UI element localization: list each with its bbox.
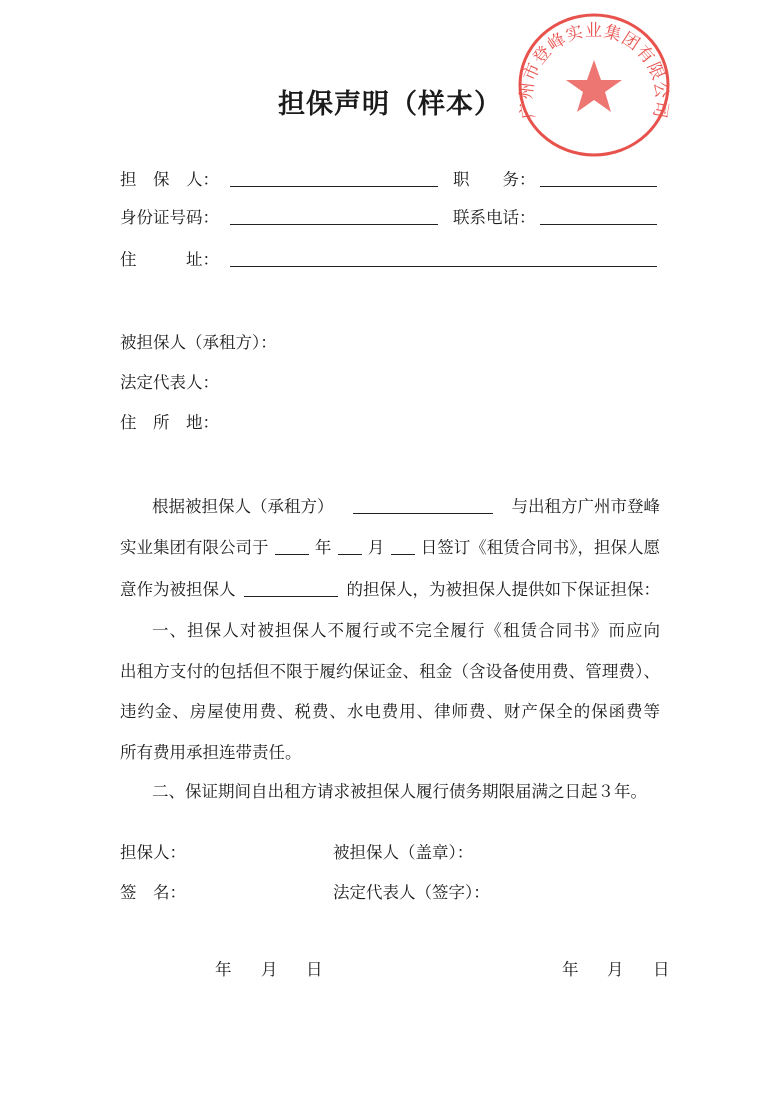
date-left-month: 月 — [261, 960, 278, 979]
clause-1-line: 所有费用承担连带责任。 — [120, 743, 302, 762]
day-blank — [391, 538, 415, 555]
clause-1-line: 出租方支付的包括但不限于履约保证金、租金（含设备使用费、管理费）、 — [120, 662, 660, 681]
id-number-blank — [230, 224, 438, 225]
phone-label: 联系电话： — [453, 208, 536, 227]
guarantor-name-blank — [230, 186, 438, 187]
body-line-2 — [120, 538, 660, 558]
body-text: 日签订《租赁合同书》，担保人愿 — [420, 538, 660, 557]
address-label: 住 址： — [120, 250, 219, 269]
body-line-3 — [120, 580, 660, 600]
legal-representative-label: 法定代表人： — [120, 373, 219, 392]
id-number-label: 身份证号码： — [120, 208, 219, 227]
domicile-label: 住 所 地： — [120, 413, 219, 432]
position-blank — [540, 186, 657, 187]
date-right-day: 日 — [653, 960, 670, 979]
document-title: 担保声明（样本） — [278, 89, 502, 120]
date-right-year: 年 — [562, 960, 579, 979]
guarantor-signature-label: 担保人： — [120, 843, 186, 862]
date-left-day: 日 — [306, 960, 323, 979]
date-left-year: 年 — [215, 960, 232, 979]
date-right-month: 月 — [607, 960, 624, 979]
lessee-blank — [353, 497, 493, 514]
seal-text: 广州市登峰实业集团有限公司 — [516, 21, 672, 121]
guarantor-name-label: 担 保 人： — [120, 170, 219, 189]
body-line-1 — [152, 497, 660, 517]
body-text: 实业集团有限公司于 — [120, 538, 269, 557]
sign-label: 签 名： — [120, 883, 186, 902]
guaranteed-seal-label: 被担保人（盖章）： — [333, 843, 474, 862]
clause-1-line: 一、担保人对被担保人不履行或不完全履行《租赁合同书》而应向 — [152, 621, 660, 640]
clause-2: 二、保证期间自出租方请求被担保人履行债务期限届满之日起３年。 — [152, 782, 647, 801]
body-text: 根据被担保人（承租方） — [152, 497, 334, 516]
legal-rep-sign-label: 法定代表人（签字）： — [333, 883, 490, 902]
guaranteed-party-label: 被担保人（承租方）： — [120, 333, 277, 352]
guaranteed-party-blank — [244, 580, 338, 597]
year-blank — [275, 538, 309, 555]
phone-blank — [540, 224, 657, 225]
body-text: 年 — [314, 538, 332, 557]
body-text: 月 — [367, 538, 385, 557]
body-text: 的担保人，为被担保人提供如下保证担保： — [346, 580, 660, 599]
position-label: 职 务： — [453, 170, 536, 189]
month-blank — [338, 538, 362, 555]
body-text: 与出租方广州市登峰 — [511, 497, 660, 516]
clause-1-line: 违约金、房屋使用费、税费、水电费用、律师费、财产保全的保函费等 — [120, 702, 660, 721]
body-text: 意作为被担保人 — [120, 580, 236, 599]
address-blank — [230, 266, 657, 267]
